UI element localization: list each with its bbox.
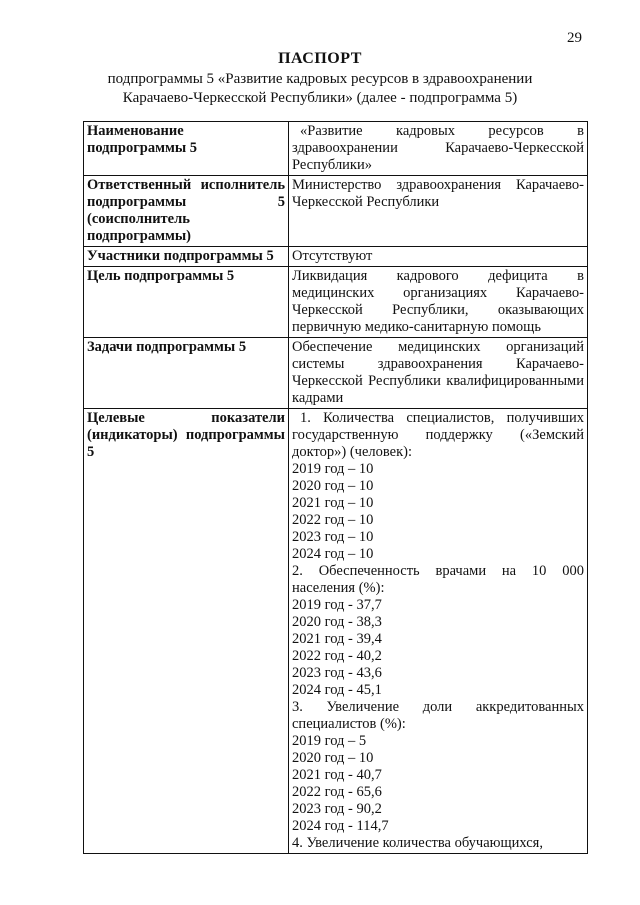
table-row-goal — [84, 267, 588, 338]
value-line: 4. Увеличение количества обучающихся, — [292, 835, 543, 851]
value-line: 2019 год – 5 — [292, 733, 367, 749]
value-line: 2024 год - 114,7 — [292, 818, 389, 834]
row-value — [289, 122, 588, 176]
value-line: 2024 год – 10 — [292, 546, 374, 562]
value-line: 2020 год – 10 — [292, 750, 374, 766]
value-line: 2023 год - 90,2 — [292, 801, 382, 817]
value-line: 2021 год - 39,4 — [292, 631, 382, 647]
row-label: Наименование подпрограммы 5 — [84, 122, 289, 176]
value-line: Отсутствуют — [292, 248, 373, 264]
value-line: 2022 год - 65,6 — [292, 784, 382, 800]
row-value — [289, 247, 588, 267]
value-line: 2019 год - 37,7 — [292, 597, 382, 613]
value-line: Министерство здравоохранения Карачаево-Черкесской Республики — [292, 177, 584, 210]
row-label: Участники подпрограммы 5 — [84, 247, 289, 267]
value-line: 2024 год - 45,1 — [292, 682, 382, 698]
passport-table — [83, 121, 588, 854]
value-line: 2022 год - 40,2 — [292, 648, 382, 664]
page-number: 29 — [567, 30, 582, 46]
table-row-name — [84, 122, 588, 176]
row-value — [289, 267, 588, 338]
table-row-tasks — [84, 338, 588, 409]
value-line: Обеспечение медицинских организаций системы здравоохранения Карачаево-Черкесской Республики квалифицированными кадрами — [292, 339, 584, 406]
row-label: Целевые показатели (индикаторы) подпрограммы 5 — [84, 409, 289, 854]
value-line: 1. Количества специалистов, получивших государственную поддержку («Земский доктор») (человек): — [292, 410, 584, 460]
value-line: 2020 год - 38,3 — [292, 614, 382, 630]
table-row-indicators — [84, 409, 588, 854]
value-line: 2022 год – 10 — [292, 512, 374, 528]
value-line: 2020 год – 10 — [292, 478, 374, 494]
value-line: «Развитие кадровых ресурсов в здравоохранении Карачаево-Черкесской Республики» — [292, 123, 584, 173]
value-line: Ликвидация кадрового дефицита в медицинских организациях Карачаево-Черкесской Республики, оказывающих первичную медико-санитарную помощь — [292, 268, 584, 335]
value-line: 2023 год – 10 — [292, 529, 374, 545]
row-value — [289, 409, 588, 854]
table-row-participants — [84, 247, 588, 267]
row-value — [289, 176, 588, 247]
document-subtitle — [80, 70, 560, 108]
value-line: 2023 год - 43,6 — [292, 665, 382, 681]
subtitle-line: Карачаево-Черкесской Республики» (далее - подпрограмма 5) — [122, 90, 518, 106]
table-row-executor — [84, 176, 588, 247]
value-line: 2. Обеспеченность врачами на 10 000 населения (%): — [292, 563, 584, 596]
subtitle-line: подпрограммы 5 «Развитие кадровых ресурсов в здравоохранении — [107, 71, 533, 87]
row-label: Цель подпрограммы 5 — [84, 267, 289, 338]
row-value — [289, 338, 588, 409]
value-line: 2021 год – 10 — [292, 495, 374, 511]
row-label: Задачи подпрограммы 5 — [84, 338, 289, 409]
value-line: 3. Увеличение доли аккредитованных специалистов (%): — [292, 699, 584, 732]
value-line: 2019 год – 10 — [292, 461, 374, 477]
value-line: 2021 год - 40,7 — [292, 767, 382, 783]
row-label: Ответственный исполнитель подпрограммы 5 (соисполнитель подпрограммы) — [84, 176, 289, 247]
document-title: ПАСПОРТ — [278, 50, 362, 67]
